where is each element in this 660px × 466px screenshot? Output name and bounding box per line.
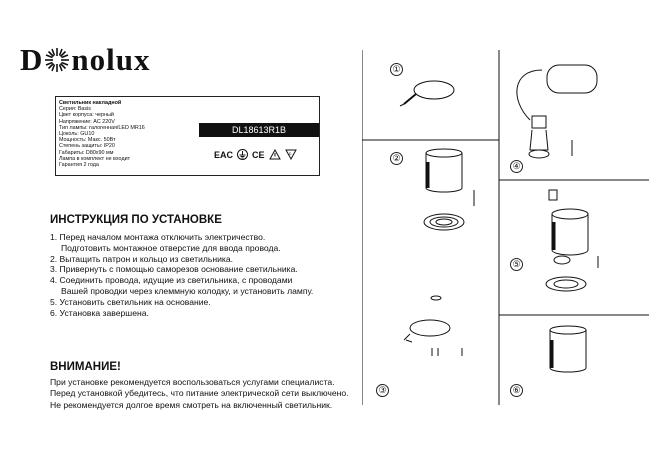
panel-number: ③ bbox=[376, 384, 389, 397]
install-steps bbox=[50, 232, 313, 318]
step-line: 2. Вытащить патрон и кольцо из светильника. bbox=[50, 253, 234, 264]
panel-1-drawing bbox=[400, 81, 454, 106]
install-title: ИНСТРУКЦИЯ ПО УСТАНОВКЕ bbox=[50, 214, 222, 226]
warning-line: Перед установкой убедитесь, что питание электрической сети выключено. bbox=[50, 388, 349, 399]
step-line: 6. Установка завершена. bbox=[50, 307, 149, 318]
model-label: DL18613R1B bbox=[199, 123, 319, 137]
dimmer-icon bbox=[285, 149, 297, 160]
spec-line: Серия: Basis bbox=[59, 106, 91, 113]
warning-line: При установке рекомендуется воспользоваться услугами специалиста. bbox=[50, 377, 335, 387]
spec-line: Габариты: D80x90 мм bbox=[59, 149, 114, 156]
spec-line: Мощность: Макс. 50Вт bbox=[59, 137, 116, 144]
brand-logo-rest: nolux bbox=[71, 42, 151, 77]
warning-title: ВНИМАНИЕ! bbox=[50, 361, 121, 373]
panel-number: ④ bbox=[510, 160, 523, 173]
panel-number: ② bbox=[390, 152, 403, 165]
spec-line: Напряжение: AC 220V bbox=[59, 118, 115, 125]
eac-mark: EAC bbox=[214, 149, 234, 160]
spec-box bbox=[55, 96, 320, 176]
ce-mark: CE bbox=[252, 149, 265, 160]
spec-line: Лампа в комплект не входит bbox=[59, 155, 131, 162]
hazard-icon bbox=[269, 149, 281, 160]
cert-icons bbox=[214, 149, 297, 160]
spec-line: Светильник накладной bbox=[59, 100, 122, 106]
warning-line: Не рекомендуется долгое время смотреть на включенный светильник. bbox=[50, 399, 333, 410]
step-line: Подготовить монтажное отверстие для ввода провода. bbox=[61, 242, 281, 253]
panel-3-drawing bbox=[404, 296, 462, 356]
spec-line: Цоколь: GU10 bbox=[59, 131, 95, 138]
panel-number: ⑤ bbox=[510, 258, 523, 271]
step-line: Вашей проводки через клеммную колодку, и установить лампу. bbox=[61, 285, 314, 296]
svg-text:D: D bbox=[288, 151, 292, 156]
step-line: 4. Соединить провода, идущие из светильника, с проводами bbox=[50, 275, 293, 286]
panel-6-drawing bbox=[550, 326, 586, 372]
panel-2-drawing bbox=[424, 149, 474, 230]
brand-logo-initial: D bbox=[20, 42, 44, 77]
diagram-grid bbox=[362, 50, 649, 405]
step-line: 3. Привернуть с помощью саморезов основание светильника. bbox=[50, 264, 298, 275]
step-line: 1. Перед началом монтажа отключить электричество. bbox=[50, 232, 266, 242]
installation-diagrams bbox=[362, 50, 649, 405]
spec-line: Гарантия 2 года bbox=[59, 162, 99, 169]
brand-logo bbox=[20, 42, 151, 78]
panel-number: ⑥ bbox=[510, 384, 523, 397]
spec-line: Тип лампы: галогенная/LED MR16 bbox=[59, 124, 145, 131]
spec-line: Цвет корпуса: черный bbox=[59, 112, 114, 119]
step-line: 5. Установить светильник на основание. bbox=[50, 296, 211, 307]
spec-line: Степень защиты: IP20 bbox=[59, 143, 115, 150]
panel-4-drawing bbox=[517, 65, 597, 158]
spec-list bbox=[59, 100, 199, 168]
panel-5-drawing bbox=[546, 190, 598, 291]
ground-icon bbox=[237, 149, 248, 160]
warning-list bbox=[50, 377, 349, 411]
panel-number: ① bbox=[390, 63, 403, 76]
sun-icon bbox=[44, 47, 70, 73]
